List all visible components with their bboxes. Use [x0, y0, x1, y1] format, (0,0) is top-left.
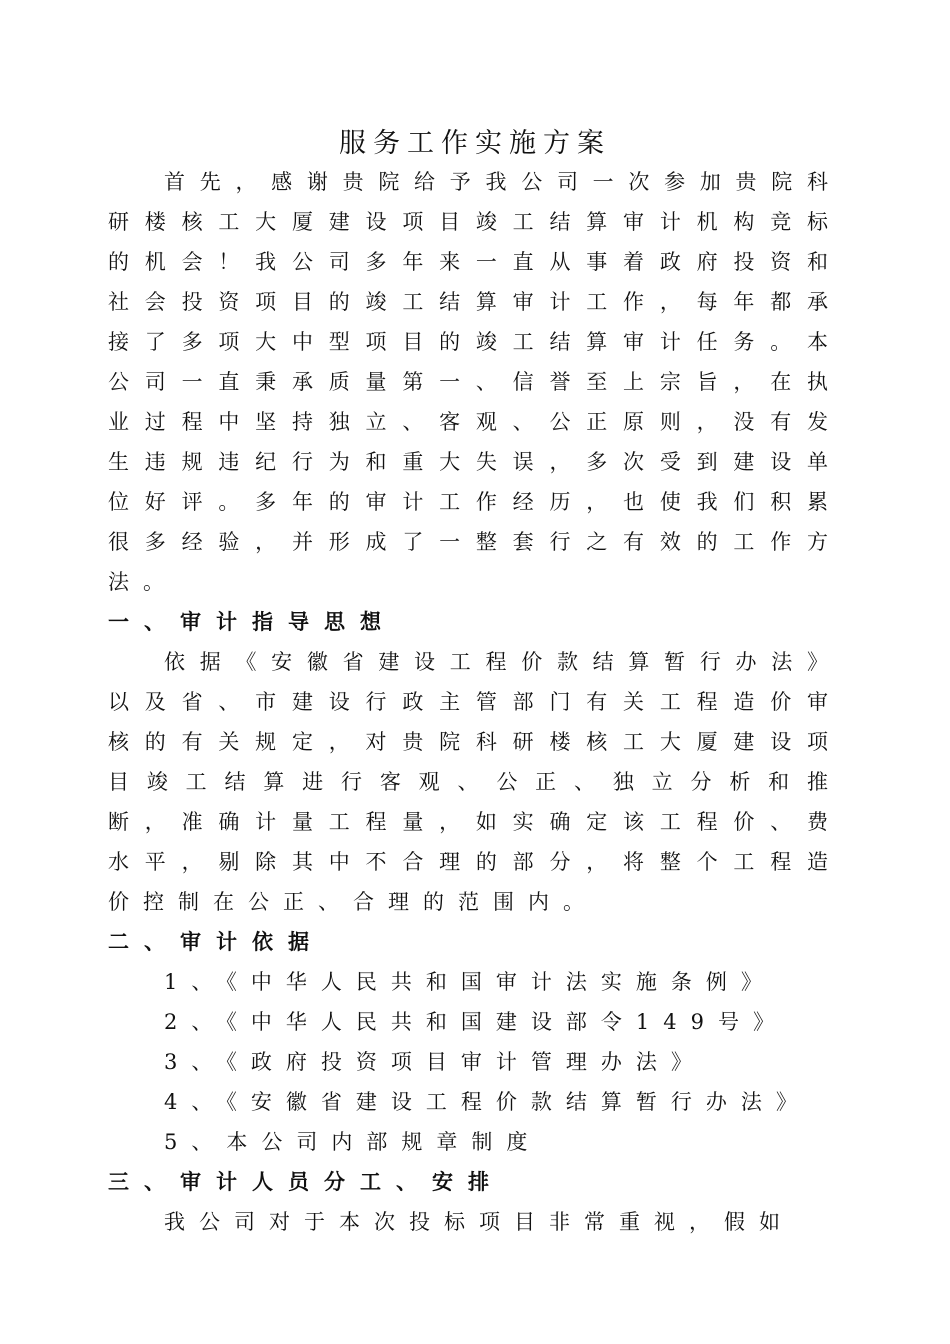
audit-basis-item: 3、《政府投资项目审计管理办法》 — [164, 1050, 706, 1074]
audit-basis-item: 5、本公司内部规章制度 — [164, 1130, 542, 1154]
section-heading-audit-basis: 二、审计依据 — [108, 930, 324, 954]
document-body — [108, 162, 842, 1242]
section-heading-guiding-ideas: 一、审计指导思想 — [108, 610, 396, 634]
guiding-ideas-paragraph: 依据《安徽省建设工程价款结算暂行办法》以及省、市建设行政主管部门有关工程造价审核的有关规定，对贵院科研楼核工大厦建设项目竣工结算进行客观、公正、独立分析和推断，准确计量工程量，如实确定该工程价、费水平，剔除其中不合理的部分，将整个工程造价控制在公正、合理的范围内。 — [108, 650, 842, 914]
document-title: 服务工作实施方案 — [339, 128, 611, 159]
intro-paragraph: 首先，感谢贵院给予我公司一次参加贵院科研楼核工大厦建设项目竣工结算审计机构竞标的机会！我公司多年来一直从事着政府投资和社会投资项目的竣工结算审计工作，每年都承接了多项大中型项目的竣工结算审计任务。本公司一直秉承质量第一、信誉至上宗旨，在执业过程中坚持独立、客观、公正原则，没有发生违规违纪行为和重大失误，多次受到建设单位好评。多年的审计工作经历，也使我们积累很多经验，并形成了一整套行之有效的工作方法。 — [108, 170, 842, 594]
audit-basis-item: 4、《安徽省建设工程价款结算暂行办法》 — [164, 1090, 811, 1114]
section-heading-staffing: 三、审计人员分工、安排 — [108, 1170, 504, 1194]
audit-basis-item: 1、《中华人民共和国审计法实施条例》 — [164, 970, 776, 994]
audit-basis-item: 2、《中华人民共和国建设部令149号》 — [164, 1010, 788, 1034]
staffing-paragraph: 我公司对于本次投标项目非常重视，假如 — [164, 1210, 794, 1234]
